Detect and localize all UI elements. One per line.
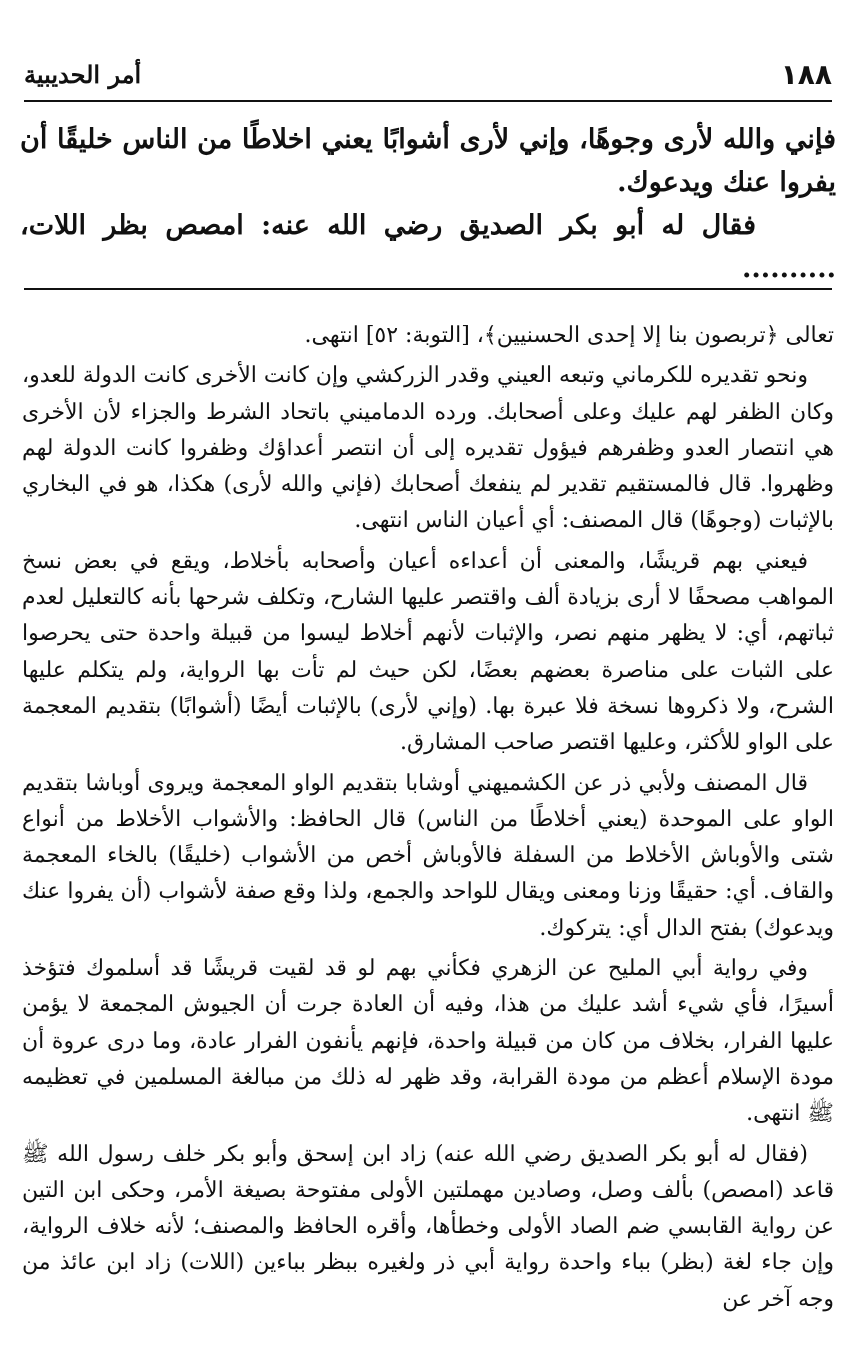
commentary-paragraph: وفي رواية أبي المليح عن الزهري فكأني بهم لو قد لقيت قريشًا قد أسلموك فتؤخذ أسيرًا، فأي شيء أشد عليك من هذا، وفيه أن العادة جرت أن الجيوش المجمعة لا يؤمن عليها الفرار، بخلاف من كان من قبيلة واحدة، فإنهم يأنفون الفرار عادة، وما درى عروة أن مودة الإسلام أعظم من مودة القرابة، وقد ظهر له ذلك من مبالغة المسلمين في تعظيمه ﷺ انتهى. — [22, 956, 834, 1127]
header-divider — [24, 100, 832, 102]
page-number: ١٨٨ — [780, 57, 832, 91]
section-divider — [24, 288, 832, 290]
commentary-paragraph: (فقال له أبو بكر الصديق رضي الله عنه) زاد ابن إسحق وأبو بكر خلف رسول الله ﷺ قاعد (امصص) بألف وصل، وصادين مهملتين الأولى مفتوحة بصيغة الأمر، وحكى ابن التين عن رواية القابسي ضم الصاد الأولى وخطأها، وأقره الحافظ والمصنف؛ لأنه خلاف الرواية، وإن جاء لغة (بظر) بباء واحدة رواية أبي ذر ولغيره ببظر بباءين (اللات) زاد ابن عائذ من وجه آخر عن — [22, 1141, 834, 1312]
commentary-text — [22, 318, 834, 1322]
commentary-paragraph: قال المصنف ولأبي ذر عن الكشميهني أوشابا بتقديم الواو المعجمة ويروى أوباشا بتقديم الواو على الموحدة (يعني أخلاطًا من الناس) قال الحافظ: والأشواب الأخلاط من أنواع شتى والأوباش الأخلاط من السفلة فالأوباش أخص من الأشواب (خليقًا) بالخاء المعجمة والقاف. أي: حقيقًا وزنا ومعنى ويقال للواحد والجمع، ولذا وقع صفة لأشواب (أن يفروا عنك ويدعوك) بفتح الدال أي: يتركوك. — [22, 770, 834, 941]
commentary-paragraph: تعالى ﴿تربصون بنا إلا إحدى الحسنيين﴾، [التوبة: ٥٢] انتهى. — [304, 323, 834, 348]
hadith-text — [20, 118, 836, 290]
hadith-line: فإني والله لأرى وجوهًا، وإني لأرى أشوابًا يعني اخلاطًا من الناس خليقًا أن يفروا عنك ويدعوك. — [20, 124, 836, 198]
commentary-paragraph: فيعني بهم قريشًا، والمعنى أن أعداءه أعيان وأصحابه بأخلاط، ويقع في بعض نسخ المواهب مصحفًا لا أرى بزيادة ألف واقتصر عليها الشارح، وتكلف شرحها بأنه كالتعليل لعدم ثباتهم، أي: لا يظهر منهم نصر، والإثبات لأنهم أخلاط ليسوا من قبيلة واحدة حتى يحرصوا على الثبات على مناصرة بعضهم بعضًا، لكن حيث لم تأت بها الرواية، ولم يتكلم عليها الشرح، ولا ذكروها نسخة فلا عبرة بها. (وإني لأرى) بالإثبات أيضًا (أشوابًا) بتقديم المعجمة على الواو للأكثر، وعليها اقتصر صاحب المشارق. — [22, 548, 834, 756]
commentary-paragraph: ونحو تقديره للكرماني وتبعه العيني وقدر الزركشي وإن كانت الأخرى كانت الدولة للعدو، وكان الظفر لهم عليك وعلى أصحابك. ورده الدماميني باتحاد الشرط والجزاء لأن الأخرى هي انتصار العدو وظفرهم فيؤول تقديره إلى أن انتصر أعداؤك وظفروا كانت الدولة لهم وظهروا. قال فالمستقيم تقدير لم ينفعك أصحابك (فإني والله لأرى) هكذا، هو في البخاري بالإثبات (وجوهًا) قال المصنف: أي أعيان الناس انتهى. — [22, 363, 834, 534]
page-header — [24, 56, 832, 92]
running-title: أمر الحديبية — [24, 59, 142, 89]
hadith-line: فقال له أبو بكر الصديق رضي الله عنه: امصص بظر اللات، .......... — [20, 210, 836, 284]
